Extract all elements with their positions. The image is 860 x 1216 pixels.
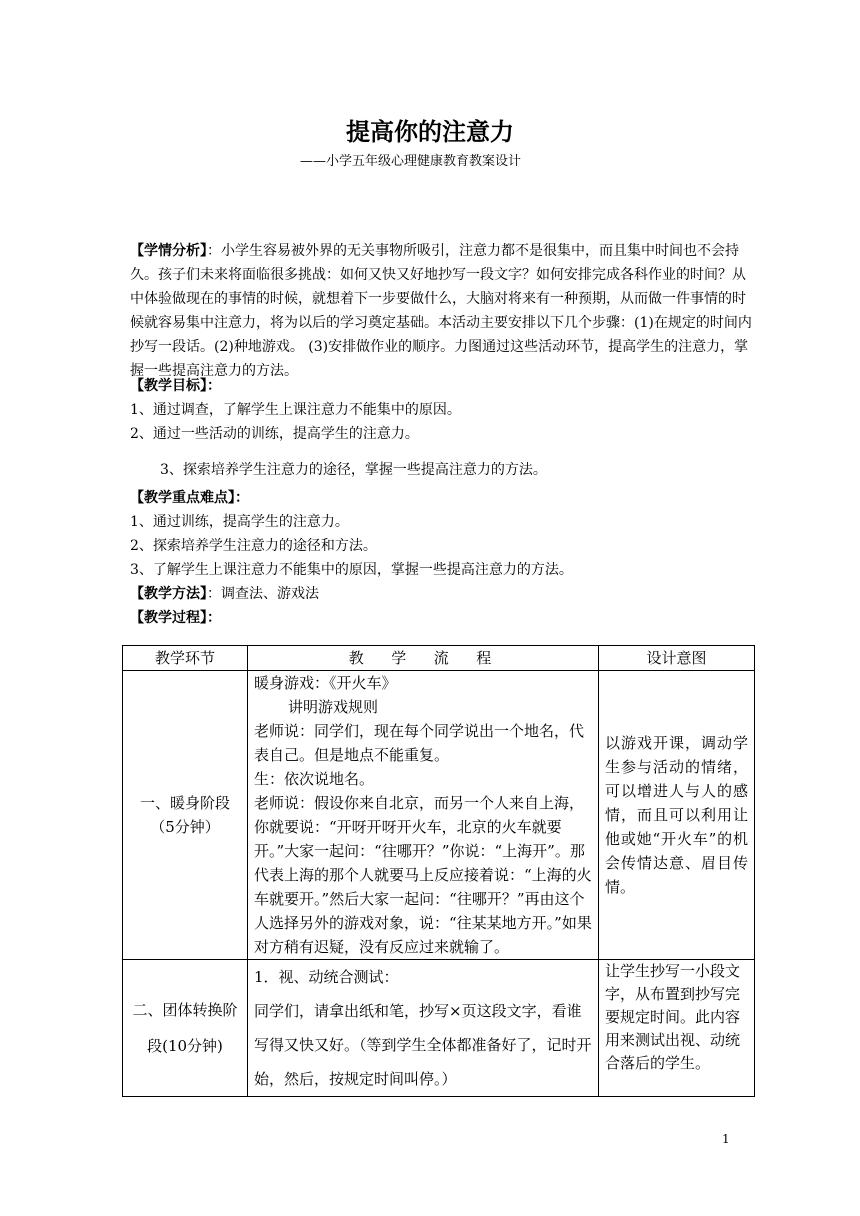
row2-flow: [248, 960, 599, 1097]
analysis-paragraph: [130, 239, 755, 383]
row1-intent: 以游戏开课，调动学生参与活动的情绪，可以增进人与人的感情，而且可以利用让他或她“开火车”的机会传情达意、眉目传情。: [599, 671, 755, 960]
row1-flow-line: 老师说：假设你来自北京，而另一个人来自上海，你就要说：“开呀开呀开火车，北京的火车就要开。”大家一起问：“往哪开？”你说：“上海开”。那代表上海的那个人就要马上反应接着说：“上海的火车就要开。”然后大家一起问：“往哪开？”再由这个人选择另外的游戏对象，说：“往某某地方开。”如果对方稍有迟疑，没有反应过来就输了。: [254, 794, 592, 956]
goal-item-2: 2、通过一些活动的训练，提高学生的注意力。: [130, 426, 419, 442]
analysis-label: 【学情分析】: [130, 243, 207, 259]
row1-flow-line: 暖身游戏：《开火车》: [254, 674, 397, 692]
methods-label: 【教学方法】: [130, 586, 207, 602]
page-number: 1: [722, 1132, 730, 1146]
document-title: 提高你的注意力: [346, 118, 514, 146]
row1-step: 一、暖身阶段（5分钟）: [123, 671, 248, 960]
process-label: 【教学过程】: [130, 610, 207, 626]
table-row: [123, 671, 755, 960]
row2-flow-line: 同学们，请拿出纸和笔，抄写×页这段文字，看谁写得又快又好。（等到学生全体都准备好了，记时开始，然后，按规定时间叫停。）: [254, 1002, 592, 1088]
key-point-1: 1、通过训练，提高学生的注意力。: [130, 514, 349, 530]
row2-intent: 让学生抄写一小段文字，从布置到抄写完要规定时间。此内容用来测试出视、动统合落后的学生。: [599, 960, 755, 1097]
row1-flow-line: 讲明游戏规则: [288, 698, 379, 716]
methods-text: ：调查法、游戏法: [207, 586, 319, 602]
goals-section: [130, 374, 755, 482]
key-point-2: 2、探索培养学生注意力的途径和方法。: [130, 538, 377, 554]
goal-item-1: 1、通过调查，了解学生上课注意力不能集中的原因。: [130, 402, 461, 418]
lesson-plan-table: [122, 645, 755, 1097]
analysis-text: ：小学生容易被外界的无关事物所吸引，注意力都不是很集中，而且集中时间也不会持久。孩子们未来将面临很多挑战：如何又快又好地抄写一段文字？如何安排完成各科作业的时间？从中体验做现在的事情的时候，就想着下一步要做什么，大脑对将来有一种预期，从而做一件事情的时候就容易集中注意力，将为以后的学习奠定基础。本活动主要安排以下几个步骤：(1)在规定的时间内抄写一段话。(2)种地游戏。 (3)安排做作业的顺序。力图通过这些活动环节，提高学生的注意力，掌握一些提高注意力的方法。: [130, 243, 752, 379]
analysis-section: [130, 239, 755, 383]
header-intent: 设计意图: [599, 646, 755, 671]
header-flow: 教 学 流 程: [248, 646, 599, 671]
row1-flow-line: 老师说：同学们，现在每个同学说出一个地名，代表自己。但是地点不能重复。: [254, 722, 585, 764]
document-subtitle: ——小学五年级心理健康教育教案设计: [300, 154, 522, 169]
goals-label: 【教学目标】: [130, 378, 207, 394]
key-points-section: [130, 486, 755, 630]
row1-flow-line: 生：依次说地名。: [254, 770, 375, 788]
goals-colon: ：: [207, 378, 221, 394]
row2-step: 二、团体转换阶段(10分钟): [123, 960, 248, 1097]
table-row: [123, 960, 755, 1097]
goal-item-3: 3、探索培养学生注意力的途径，掌握一些提高注意力的方法。: [160, 462, 547, 478]
key-points-label: 【教学重点难点】: [130, 490, 235, 506]
table-header-row: [123, 646, 755, 671]
key-points-colon: ：: [235, 490, 249, 506]
header-step: 教学环节: [123, 646, 248, 671]
key-point-3: 3、了解学生上课注意力不能集中的原因，掌握一些提高注意力的方法。: [130, 562, 573, 578]
row2-flow-line: 1．视、动统合测试：: [254, 968, 399, 986]
row1-flow: [248, 671, 599, 960]
process-colon: ：: [207, 610, 221, 626]
